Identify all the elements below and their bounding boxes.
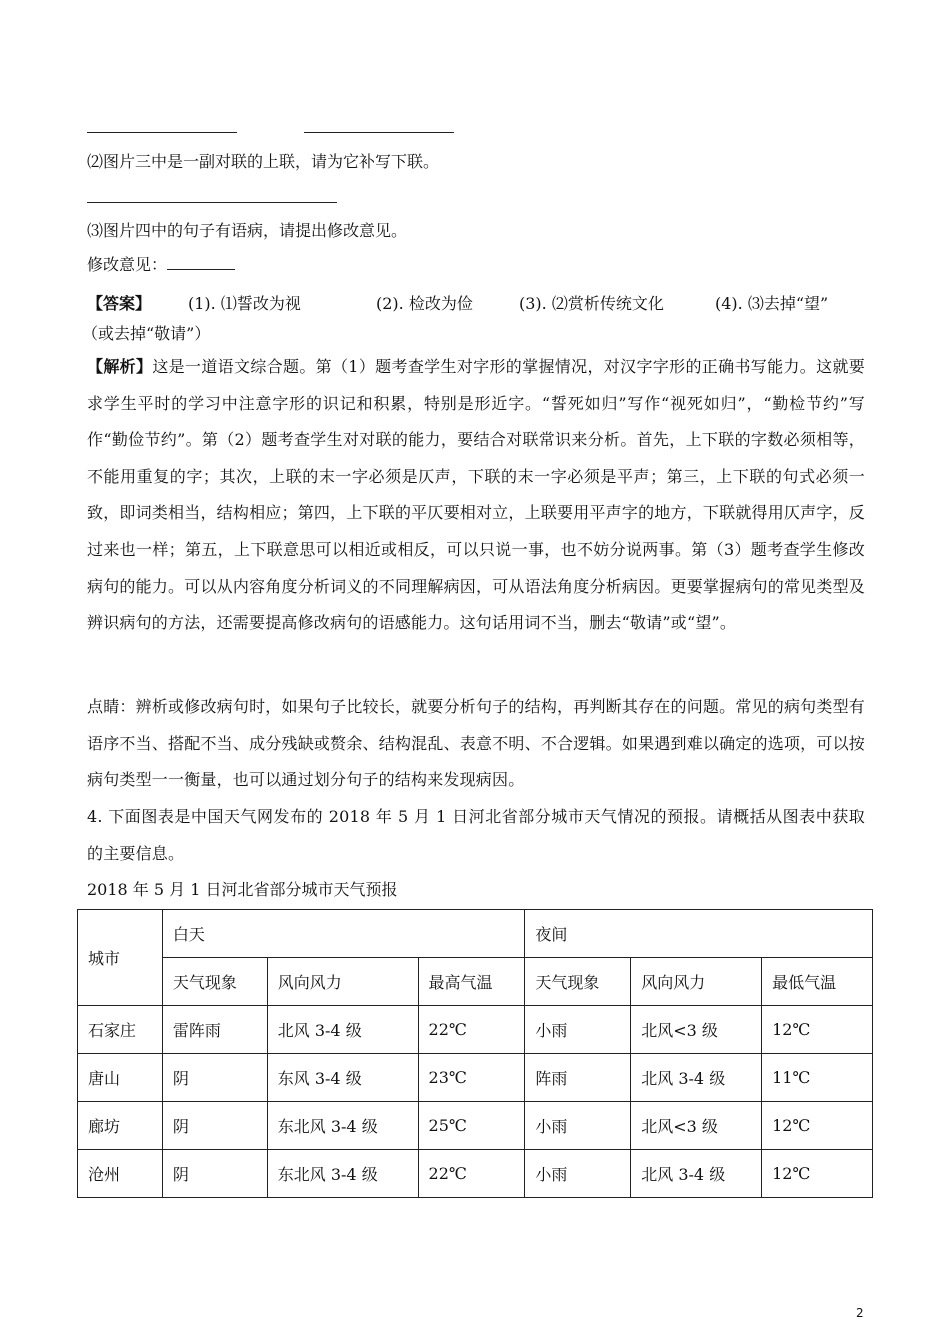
day-weather-cell: 阴 <box>162 1150 267 1198</box>
high-temp-cell: 23℃ <box>418 1054 525 1102</box>
low-temp-cell: 12℃ <box>762 1102 873 1150</box>
day-wind-cell: 北风 3-4 级 <box>267 1006 418 1054</box>
question-3-part-2: ⑵图片三中是一副对联的上联，请为它补写下联。 <box>87 152 440 171</box>
city-cell: 石家庄 <box>78 1006 163 1054</box>
subheader-day-wind: 风向风力 <box>267 958 418 1006</box>
table-row <box>78 1150 873 1198</box>
analysis-paragraph <box>87 349 865 642</box>
table-row <box>78 1102 873 1150</box>
tip-paragraph: 点睛：辨析或修改病句时，如果句子比较长，就要分析句子的结构，再判断其存在的问题。常见的病句类型有语序不当、搭配不当、成分残缺或赘余、结构混乱、表意不明、不合逻辑。如果遇到难以确定的选项，可以按病句类型一一衡量，也可以通过划分句子的结构来发现病因。 <box>87 697 865 790</box>
page-number: 2 <box>856 1306 864 1320</box>
day-wind-cell: 东风 3-4 级 <box>267 1054 418 1102</box>
table-header-row <box>78 910 873 958</box>
low-temp-cell: 12℃ <box>762 1006 873 1054</box>
weather-table <box>77 909 873 1198</box>
city-header: 城市 <box>78 910 163 1006</box>
high-temp-cell: 25℃ <box>418 1102 525 1150</box>
answer-item-4: (4). ⑶去掉“望” <box>715 294 829 313</box>
subheader-night-weather: 天气现象 <box>525 958 631 1006</box>
answer-label: 【答案】 <box>87 294 152 313</box>
table-row <box>78 1054 873 1102</box>
day-weather-cell: 雷阵雨 <box>162 1006 267 1054</box>
low-temp-cell: 12℃ <box>762 1150 873 1198</box>
subheader-high-temp: 最高气温 <box>418 958 525 1006</box>
table-subheader-row <box>78 958 873 1006</box>
subheader-day-weather: 天气现象 <box>162 958 267 1006</box>
night-wind-cell: 北风<3 级 <box>631 1102 762 1150</box>
high-temp-cell: 22℃ <box>418 1150 525 1198</box>
table-row <box>78 1006 873 1054</box>
city-cell: 沧州 <box>78 1150 163 1198</box>
revision-label: 修改意见： <box>87 255 168 274</box>
day-wind-cell: 东北风 3-4 级 <box>267 1102 418 1150</box>
day-header: 白天 <box>162 910 525 958</box>
answer-item-3: (3). ⑵赏析传统文化 <box>519 294 664 313</box>
question-3-part-3: ⑶图片四中的句子有语病，请提出修改意见。 <box>87 221 408 240</box>
city-cell: 唐山 <box>78 1054 163 1102</box>
night-wind-cell: 北风 3-4 级 <box>631 1054 762 1102</box>
revision-line <box>87 252 235 275</box>
analysis-label: 【解析】 <box>87 357 153 376</box>
answer-item-2: (2). 检改为俭 <box>376 294 473 313</box>
city-cell: 廊坊 <box>78 1102 163 1150</box>
answer-blank-2 <box>304 132 454 133</box>
high-temp-cell: 22℃ <box>418 1006 525 1054</box>
analysis-text: 这是一道语文综合题。第（1）题考查学生对字形的掌握情况，对汉字字形的正确书写能力。这就要求学生平时的学习中注意字形的识记和积累，特别是形近字。“誓死如归”写作“视死如归”，“勤检节约”写作“勤俭节约”。第（2）题考查学生对对联的能力，要结合对联常识来分析。首先，上下联的字数必须相等，不能用重复的字；其次，上联的末一字必须是仄声，下联的末一字必须是平声；第三，上下联的句式必须一致，即词类相当，结构相应；第四，上下联的平仄要相对立，上联要用平声字的地方，下联就得用仄声字，反过来也一样；第五，上下联意思可以相近或相反，可以只说一事，也不妨分说两事。第（3）题考查学生修改病句的能力。可以从内容角度分析词义的不同理解病因，可从语法角度分析病因。更要掌握病句的常见类型及辨识病句的方法，还需要提高修改病句的语感能力。这句话用词不当，删去“敬请”或“望”。 <box>87 357 865 633</box>
answer-item-1: (1). ⑴誓改为视 <box>188 294 301 313</box>
revision-blank <box>167 254 235 270</box>
night-wind-cell: 北风 3-4 级 <box>631 1150 762 1198</box>
subheader-low-temp: 最低气温 <box>762 958 873 1006</box>
answer-blank-3 <box>87 202 337 203</box>
answer-blank-1 <box>87 132 237 133</box>
question-4: 4. 下面图表是中国天气网发布的 2018 年 5 月 1 日河北省部分城市天气情况的预报。请概括从图表中获取的主要信息。 <box>87 807 865 863</box>
low-temp-cell: 11℃ <box>762 1054 873 1102</box>
day-weather-cell: 阴 <box>162 1054 267 1102</box>
night-weather-cell: 小雨 <box>525 1006 631 1054</box>
day-weather-cell: 阴 <box>162 1102 267 1150</box>
day-wind-cell: 东北风 3-4 级 <box>267 1150 418 1198</box>
subheader-night-wind: 风向风力 <box>631 958 762 1006</box>
answer-continuation: （或去掉“敬请”） <box>82 324 211 343</box>
table-title: 2018 年 5 月 1 日河北省部分城市天气预报 <box>87 880 398 899</box>
night-weather-cell: 小雨 <box>525 1102 631 1150</box>
night-weather-cell: 阵雨 <box>525 1054 631 1102</box>
night-weather-cell: 小雨 <box>525 1150 631 1198</box>
night-wind-cell: 北风<3 级 <box>631 1006 762 1054</box>
night-header: 夜间 <box>525 910 873 958</box>
